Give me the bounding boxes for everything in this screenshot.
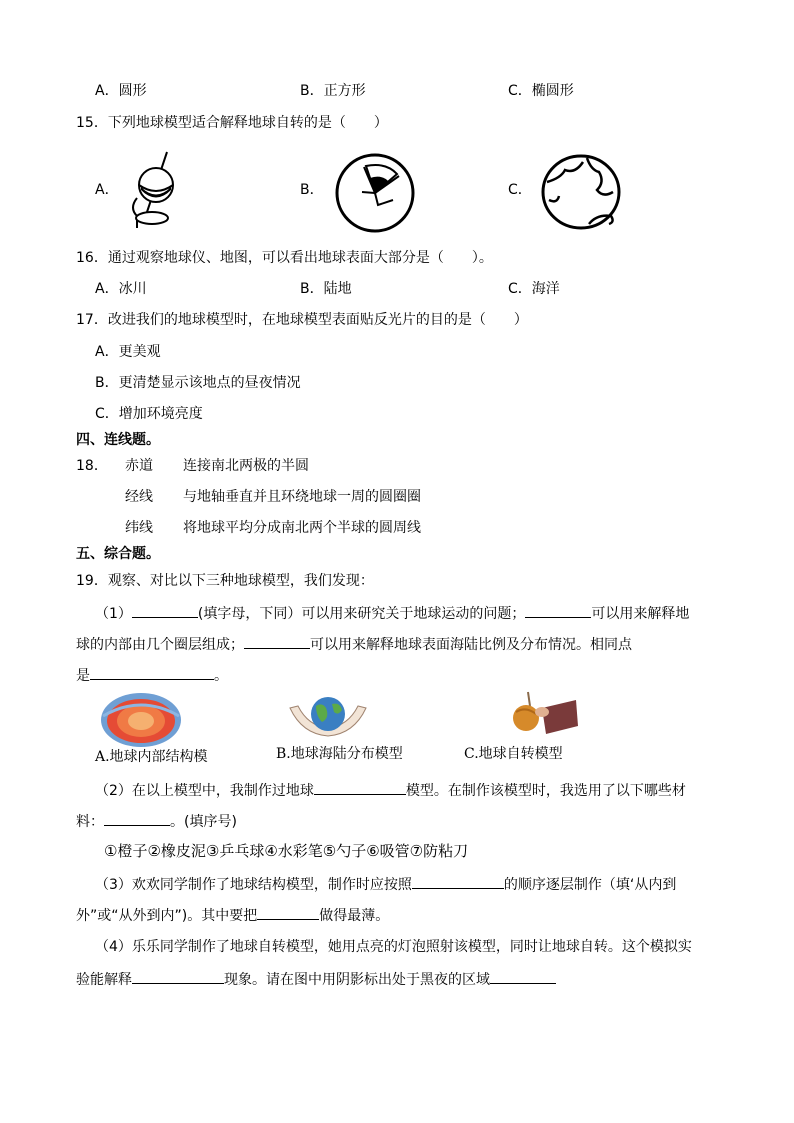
q18-left-term: 纬线	[125, 520, 153, 536]
q18-number: 18．	[76, 458, 108, 474]
q16-option-b: B．陆地	[300, 281, 352, 297]
q15-stem: 15．下列地球模型适合解释地球自转的是（ ）	[76, 115, 388, 131]
q19-stem: 19．观察、对比以下三种地球模型，我们发现：	[76, 573, 374, 589]
q19-part3-text: （3）欢欢同学制作了地球结构模型，制作时应按照	[95, 877, 412, 893]
q18-right-term: 与地轴垂直并且环绕地球一周的圆圈圈	[183, 489, 421, 505]
q15-option-a: A．	[95, 182, 119, 198]
q18-right-term: 将地球平均分成南北两个半球的圆周线	[183, 520, 421, 536]
q16-option-c: C．海洋	[508, 281, 560, 297]
answer-blank[interactable]	[314, 780, 406, 795]
q19-part1-text: 是	[76, 668, 90, 684]
answer-blank[interactable]	[490, 969, 556, 984]
answer-blank[interactable]	[525, 603, 591, 618]
answer-blank[interactable]	[132, 969, 224, 984]
q18-right-term: 连接南北两极的半圆	[183, 458, 309, 474]
q16-stem: 16．通过观察地球仪、地图，可以看出地球表面大部分是（ ）。	[76, 250, 493, 266]
answer-blank[interactable]	[90, 665, 214, 680]
answer-blank[interactable]	[104, 811, 170, 826]
q19-part3-line2	[76, 905, 389, 925]
q18-left-term: 赤道	[125, 458, 153, 474]
q17-stem: 17．改进我们的地球模型时，在地球模型表面贴反光片的目的是（ ）	[76, 312, 528, 328]
q19-part4-line1: （4）乐乐同学制作了地球自转模型，她用点亮的灯泡照射该模型，同时让地球自转。这个模拟实	[95, 939, 692, 955]
answer-blank[interactable]	[257, 905, 319, 920]
rotation-model-image	[506, 690, 578, 746]
q17-option-a: A．更美观	[95, 344, 161, 360]
globe-continents-icon	[539, 152, 623, 236]
q19-part3-line1	[95, 874, 676, 894]
q19-part2-text: 模型。在制作该模型时，我选用了以下哪些材	[405, 783, 686, 799]
earth-interior-model-image	[100, 692, 182, 752]
q15-option-c: C．	[508, 182, 532, 198]
q19-part2-line2	[76, 811, 237, 831]
q17-option-c: C．增加环境亮度	[95, 406, 203, 422]
q19-part1-line2	[76, 634, 632, 654]
q18-left-term: 经线	[125, 489, 153, 505]
q19-part1-line1	[95, 603, 689, 623]
q19-part1-line3	[76, 665, 228, 685]
q14-option-a: A．圆形	[95, 83, 147, 99]
q19-part1-text: (填字母，下同）可以用来研究关于地球运动的问题；	[197, 606, 526, 622]
q19-part3-text: 的顺序逐层制作（填‘从内到	[503, 877, 677, 893]
q19-part4-text: 验能解释	[76, 972, 132, 988]
q16-option-a: A．冰川	[95, 281, 147, 297]
section-4-heading: 四、连线题。	[76, 432, 160, 448]
model-b-caption: B.地球海陆分布模型	[276, 746, 403, 762]
q19-part2-text: （2）在以上模型中，我制作过地球	[95, 783, 314, 799]
q17-option-b: B．更清楚显示该地点的昼夜情况	[95, 375, 301, 391]
q19-part3-text: 做得最薄。	[319, 908, 390, 924]
q19-part1-text: 可以用来解释地球表面海陆比例及分布情况。相同点	[310, 637, 632, 653]
q19-part4-text: 现象。请在图中用阴影标出处于黑夜的区域	[224, 972, 490, 988]
earth-layers-cutaway-icon	[334, 152, 416, 238]
section-5-heading: 五、综合题。	[76, 546, 160, 562]
model-a-caption: A.地球内部结构模	[95, 749, 208, 765]
q19-part2-text: 。(填序号)	[170, 814, 237, 830]
q19-part1-label: （1）	[95, 606, 132, 622]
globe-on-stand-icon	[127, 150, 182, 239]
q19-part2-text: 料：	[76, 814, 104, 830]
q19-part1-text: 可以用来解释地	[591, 606, 690, 622]
q19-part1-text: 。	[214, 668, 228, 684]
q14-option-c: C．椭圆形	[508, 83, 574, 99]
materials-list: ①橙子②橡皮泥③乒乓球④水彩笔⑤勺子⑥吸管⑦防粘刀	[104, 842, 469, 860]
q19-part3-text: 外”或“从外到内”)。其中要把	[76, 908, 258, 924]
answer-blank[interactable]	[412, 874, 504, 889]
q19-part2-line1	[95, 780, 686, 800]
answer-blank[interactable]	[132, 603, 198, 618]
model-c-caption: C.地球自转模型	[464, 746, 563, 762]
q14-option-b: B．正方形	[300, 83, 366, 99]
q19-part4-line2	[76, 969, 556, 989]
answer-blank[interactable]	[244, 634, 310, 649]
q15-option-b: B．	[300, 182, 324, 198]
land-sea-model-image	[288, 694, 368, 744]
q19-part1-text: 球的内部由几个圈层组成；	[76, 637, 244, 653]
